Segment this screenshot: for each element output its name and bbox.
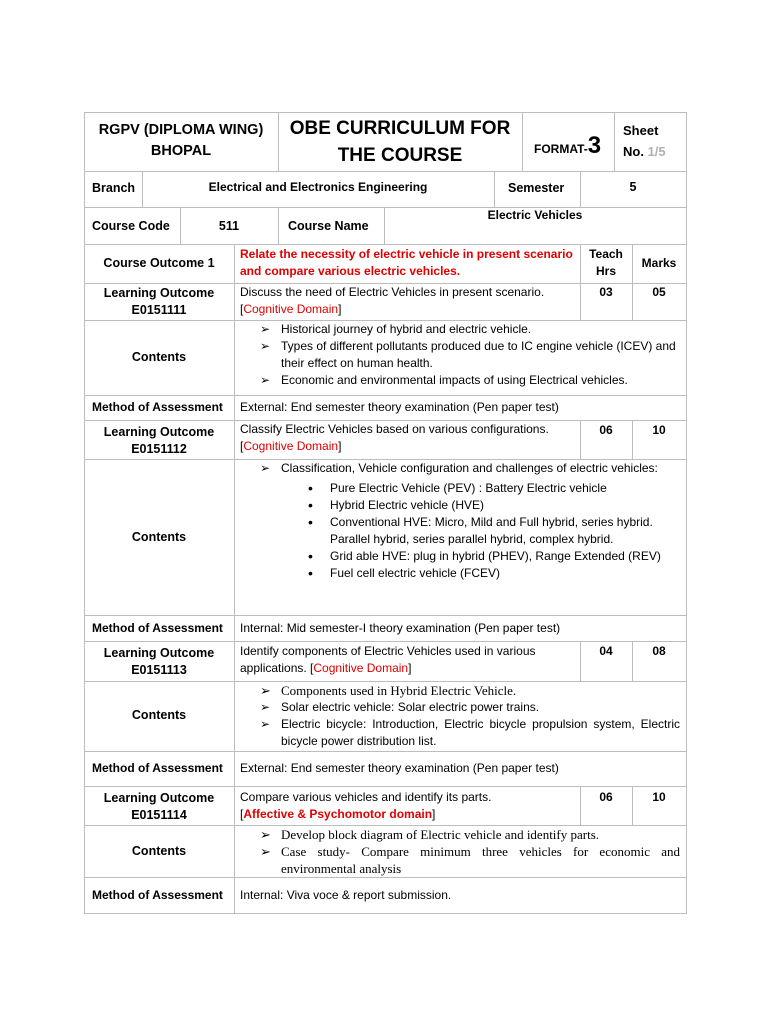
teach-hrs-value: 03 [599,285,613,299]
bracket: [ [310,661,314,675]
contents-list [236,321,680,389]
contents-list [236,826,680,877]
semester-label: Semester [508,181,565,195]
lo-description [240,643,576,677]
content-text: Conventional HVE: Micro, Mild and Full hybrid, series hybrid. Parallel hybrid, series parallel hybrid, complex hybrid. [330,515,653,546]
marks-header: Marks [641,256,677,270]
branch-value: Electrical and Electronics Engineering [208,180,428,194]
list-item [236,480,680,497]
title-line-2: THE COURSE [337,145,463,166]
content-text: Electric bicycle: Introduction, Electric bicycle propulsion system, Electric bicycle power distribution list. [281,717,680,748]
content-text: Types of different pollutants produced due to IC engine vehicle (ICEV) and their effect on human health. [281,339,676,370]
list-item [236,716,680,750]
arrow-bullet-icon: ➢ [260,339,271,353]
bullet-icon: • [308,565,313,581]
bracket: [ [240,302,244,316]
institute-line: RGPV (DIPLOMA WING) [98,122,264,138]
content-text: Grid able HVE: plug in hybrid (PHEV), Range Extended (REV) [330,549,661,563]
course-outcome-label: Course Outcome 1 [103,256,215,270]
domain-tag: Cognitive Domain [243,439,339,453]
teach-hrs-value: 06 [599,790,613,804]
list-item [236,514,680,548]
contents-label: Contents [131,708,187,722]
content-text: Components used in Hybrid Electric Vehicle. [281,683,517,698]
learning-outcome-1 [84,285,234,319]
marks-value: 10 [652,423,666,437]
contents-list [236,682,680,750]
marks-value: 10 [652,790,666,804]
learning-outcome-2 [84,424,234,458]
course-name-label: Course Name [288,219,369,233]
bullet-icon: • [308,514,313,530]
bullet-icon: • [308,548,313,564]
method-label: Method of Assessment [92,888,223,902]
branch-label: Branch [92,181,136,195]
teach-label: Teach [589,247,623,261]
format-label [534,132,601,163]
content-text: Case study- Compare minimum three vehicles for economic and environmental analysis [281,844,680,876]
page-title [278,115,522,169]
bracket: ] [432,807,436,821]
learning-outcome-3 [84,645,234,679]
bullet-icon: • [308,480,313,496]
method-label: Method of Assessment [92,400,223,414]
list-item [236,843,680,877]
format-number: 3 [587,132,602,159]
domain-tag: Cognitive Domain [243,302,339,316]
lo-desc-line: Classify Electric Vehicles based on various configurations. [240,422,549,436]
arrow-bullet-icon: ➢ [260,373,271,387]
teach-hrs-value: 06 [599,423,613,437]
sheet-number [623,120,666,162]
course-code-label: Course Code [92,219,170,233]
marks-value: 08 [652,644,666,658]
bracket: [ [240,439,244,453]
course-outcome-line-1: Relate the necessity of electric vehicle in present scenario [240,247,573,261]
sheet-no-label: No. [623,144,644,159]
arrow-bullet-icon: ➢ [260,844,271,859]
content-text: Historical journey of hybrid and electric vehicle. [281,322,532,336]
contents-label: Contents [131,530,187,544]
content-text: Economic and environmental impacts of using Electrical vehicles. [281,373,628,387]
list-item [236,372,680,389]
method-label: Method of Assessment [92,621,223,635]
lo-code: E0151113 [131,663,187,677]
lo-code: E0151114 [131,808,187,822]
list-item [236,497,680,514]
course-outcome-line-2: and compare various electric vehicles. [240,264,461,278]
content-text: Fuel cell electric vehicle (FCEV) [330,566,501,580]
course-name-value: Electric Vehicles [487,208,583,222]
lo-desc-line: Discuss the need of Electric Vehicles in present scenario. [240,285,545,299]
lo-code: E0151111 [131,303,187,317]
bullet-icon: • [308,497,313,513]
contents-list [236,460,680,582]
content-text: Classification, Vehicle configuration and challenges of electric vehicles: [281,461,658,475]
course-code-value: 511 [218,219,240,233]
arrow-bullet-icon: ➢ [260,461,271,475]
contents-label: Contents [131,350,187,364]
bracket: ] [338,439,342,453]
learning-outcome-4 [84,790,234,824]
bracket: [ [240,807,244,821]
bracket: ] [408,661,412,675]
domain-tag: Cognitive Domain [313,661,409,675]
list-item [236,565,680,582]
lo-label: Learning Outcome [103,425,215,439]
sheet-value: 1/5 [647,144,666,159]
bracket: ] [338,302,342,316]
course-outcome-text [240,246,573,280]
list-item [236,548,680,565]
arrow-bullet-icon: ➢ [260,683,271,698]
format-text: FORMAT- [534,142,588,156]
list-item [236,826,680,843]
lo-code: E0151112 [131,442,187,456]
list-item [236,699,680,716]
method-value: Internal: Mid semester-I theory examination (Pen paper test) [240,621,561,635]
lo-description [240,421,576,455]
semester-value: 5 [629,180,637,194]
arrow-bullet-icon: ➢ [260,827,271,842]
list-item [236,460,680,477]
method-value: External: End semester theory examination (Pen paper test) [240,761,559,775]
content-text: Pure Electric Vehicle (PEV) : Battery Electric vehicle [330,481,607,495]
arrow-bullet-icon: ➢ [260,322,271,336]
teach-hrs-header [580,246,632,280]
lo-desc-line: applications. [240,661,311,675]
content-text: Hybrid Electric vehicle (HVE) [330,498,485,512]
arrow-bullet-icon: ➢ [260,700,271,714]
list-item [236,338,680,372]
content-text: Solar electric vehicle: Solar electric power trains. [281,700,540,714]
lo-label: Learning Outcome [103,791,215,805]
lo-desc-line: Compare various vehicles and identify its parts. [240,790,492,804]
method-label: Method of Assessment [92,761,223,775]
lo-description [240,284,576,318]
hrs-label: Hrs [595,264,616,278]
lo-desc-line: Identify components of Electric Vehicles used in various [240,644,536,658]
domain-tag: Affective & Psychomotor domain [243,807,433,821]
method-value: Internal: Viva voce & report submission. [240,888,452,902]
lo-label: Learning Outcome [103,646,215,660]
list-item [236,682,680,699]
title-line-1: OBE CURRICULUM FOR [289,118,511,139]
list-item [236,321,680,338]
teach-hrs-value: 04 [599,644,613,658]
lo-label: Learning Outcome [103,286,215,300]
sheet-label: Sheet [623,123,659,138]
city-line: BHOPAL [150,143,212,159]
arrow-bullet-icon: ➢ [260,717,271,731]
institute-name [84,120,278,162]
marks-value: 05 [652,285,666,299]
content-text: Develop block diagram of Electric vehicle and identify parts. [281,827,600,842]
contents-label: Contents [131,844,187,858]
lo-description [240,789,576,823]
method-value: External: End semester theory examination (Pen paper test) [240,400,559,414]
